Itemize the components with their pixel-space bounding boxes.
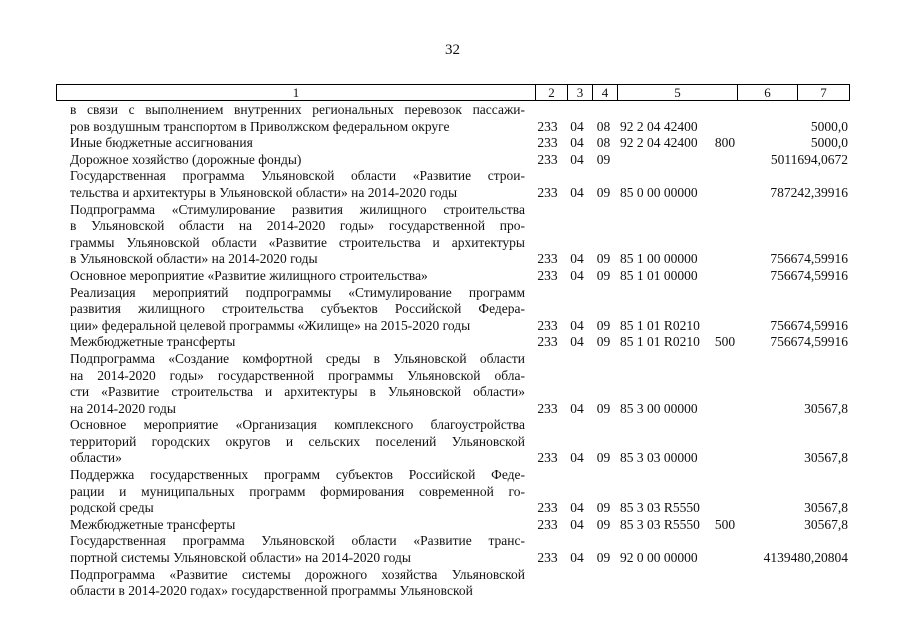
code-gr: 233 <box>537 334 558 350</box>
code-subsection: 08 <box>596 118 611 134</box>
description-line: Государственная программа Ульяновской области «Развитие транс- <box>70 533 525 549</box>
table-header <box>56 84 850 101</box>
code-target-article: 92 2 04 42400 <box>620 118 698 134</box>
code-gr: 233 <box>537 400 558 416</box>
description-line: граммы Ульяновской области «Развитие строительства и архитектуры <box>70 234 525 250</box>
row-codes <box>0 185 905 202</box>
code-target-article: 85 3 03 R5550 <box>620 500 700 516</box>
code-expense-type: 500 <box>714 334 736 350</box>
amount: 4139480,20804 <box>763 550 848 566</box>
code-target-article: 85 3 03 00000 <box>620 450 698 466</box>
table-row <box>0 152 905 169</box>
amount: 30567,8 <box>804 400 848 416</box>
header-col-2: 2 <box>535 85 567 100</box>
row-codes <box>0 152 905 169</box>
code-subsection: 09 <box>596 334 611 350</box>
code-target-article: 85 1 01 00000 <box>620 267 698 283</box>
header-col-5: 5 <box>617 85 737 100</box>
row-codes <box>0 268 905 285</box>
code-section: 04 <box>570 500 584 516</box>
code-section: 04 <box>570 334 584 350</box>
code-subsection: 09 <box>596 550 611 566</box>
code-section: 04 <box>570 550 584 566</box>
row-codes <box>0 583 905 600</box>
code-section: 04 <box>570 118 584 134</box>
code-subsection: 09 <box>596 251 611 267</box>
amount: 756674,59916 <box>770 267 848 283</box>
header-col-1: 1 <box>292 85 300 100</box>
description-line: сти «Развитие строительства и архитектуры в Ульяновской области» <box>70 384 525 400</box>
code-subsection: 09 <box>596 317 611 333</box>
row-codes <box>0 119 905 136</box>
description-line: Подпрограмма «Стимулирование развития жилищного строительства <box>70 201 525 217</box>
header-col-6: 6 <box>737 85 797 100</box>
code-gr: 233 <box>537 267 558 283</box>
description-line: территорий городских округов и сельских поселений Ульяновской <box>70 433 525 449</box>
description-line: на 2014-2020 годы <box>70 400 176 416</box>
description-line: Межбюджетные трансферты <box>70 516 236 532</box>
description-line: области» <box>70 450 122 466</box>
description-line: Основное мероприятие «Организация комплексного благоустройства <box>70 417 525 433</box>
code-section: 04 <box>570 317 584 333</box>
amount: 787242,39916 <box>770 184 848 200</box>
description-line: родской среды <box>70 500 154 516</box>
description-line: в связи с выполнением внутренних региональных перевозок пассажи- <box>70 102 525 117</box>
code-gr: 233 <box>537 550 558 566</box>
row-codes <box>0 550 905 567</box>
code-section: 04 <box>570 450 584 466</box>
description-line: Поддержка государственных программ субъектов Российской Феде- <box>70 467 525 483</box>
code-gr: 233 <box>537 184 558 200</box>
table-row <box>0 135 905 152</box>
code-target-article: 85 3 03 R5550 <box>620 516 700 532</box>
description-line: Основное мероприятие «Развитие жилищного строительства» <box>70 267 428 283</box>
table-row <box>0 351 905 417</box>
table-row <box>0 517 905 534</box>
code-section: 04 <box>570 267 584 283</box>
description-line: Подпрограмма «Создание комфортной среды в Ульяновской области <box>70 350 525 366</box>
row-codes <box>0 334 905 351</box>
row-codes <box>0 500 905 517</box>
row-codes <box>0 135 905 152</box>
page-number: 32 <box>445 42 460 58</box>
amount: 30567,8 <box>804 500 848 516</box>
table-body <box>0 102 905 600</box>
description-line: тельства и архитектуры в Ульяновской области» на 2014-2020 годы <box>70 184 458 200</box>
table-row <box>0 467 905 517</box>
code-subsection: 09 <box>596 184 611 200</box>
code-subsection: 09 <box>596 400 611 416</box>
code-section: 04 <box>570 516 584 532</box>
code-target-article: 92 2 04 42400 <box>620 135 698 151</box>
table-row <box>0 417 905 467</box>
description-line: Подпрограмма «Развитие системы дорожного хозяйства Ульяновской <box>70 566 525 582</box>
table-row <box>0 533 905 566</box>
amount: 5000,0 <box>810 118 848 134</box>
code-section: 04 <box>570 251 584 267</box>
code-gr: 233 <box>537 118 558 134</box>
description-line: Межбюджетные трансферты <box>70 334 236 350</box>
code-gr: 233 <box>537 450 558 466</box>
code-target-article: 85 3 00 00000 <box>620 400 698 416</box>
header-col-4: 4 <box>592 85 617 100</box>
table-row <box>0 102 905 135</box>
code-section: 04 <box>570 151 584 167</box>
description-line: в Ульяновской области» на 2014-2020 годы <box>70 251 318 267</box>
code-subsection: 09 <box>596 151 611 167</box>
code-target-article: 85 1 00 00000 <box>620 251 698 267</box>
description-line: ции» федеральной целевой программы «Жилище» на 2015-2020 годы <box>70 317 471 333</box>
description-line: в Ульяновской области на 2014-2020 годы» государственной про- <box>70 218 525 234</box>
code-target-article: 85 1 01 R0210 <box>620 317 700 333</box>
code-subsection: 08 <box>596 135 611 151</box>
description-line: Государственная программа Ульяновской области «Развитие строи- <box>70 168 525 184</box>
table-row <box>0 202 905 268</box>
description-line: портной системы Ульяновской области» на 2014-2020 годы <box>70 550 411 566</box>
code-gr: 233 <box>537 251 558 267</box>
code-target-article: 85 0 00 00000 <box>620 184 698 200</box>
code-target-article: 85 1 01 R0210 <box>620 334 700 350</box>
description-line: на 2014-2020 годы» государственной программы Ульяновской обла- <box>70 367 525 383</box>
code-gr: 233 <box>537 317 558 333</box>
code-subsection: 09 <box>596 450 611 466</box>
code-expense-type: 800 <box>714 135 736 151</box>
row-codes <box>0 517 905 534</box>
header-col-7: 7 <box>797 85 849 100</box>
amount: 30567,8 <box>804 516 848 532</box>
row-codes <box>0 401 905 418</box>
row-codes <box>0 450 905 467</box>
description-line: развития жилищного строительства субъектов Российской Федера- <box>70 301 525 317</box>
amount: 30567,8 <box>804 450 848 466</box>
code-subsection: 09 <box>596 516 611 532</box>
amount: 756674,59916 <box>770 317 848 333</box>
amount: 5011694,0672 <box>770 151 848 167</box>
code-gr: 233 <box>537 151 558 167</box>
amount: 756674,59916 <box>770 334 848 350</box>
code-gr: 233 <box>537 500 558 516</box>
description-line: ров воздушным транспортом в Приволжском федеральном округе <box>70 118 450 134</box>
amount: 5000,0 <box>810 135 848 151</box>
code-section: 04 <box>570 184 584 200</box>
code-section: 04 <box>570 135 584 151</box>
code-gr: 233 <box>537 135 558 151</box>
amount: 756674,59916 <box>770 251 848 267</box>
description-line: Реализация мероприятий подпрограммы «Стимулирование программ <box>70 284 525 300</box>
table-row <box>0 334 905 351</box>
table-row <box>0 168 905 201</box>
table-row <box>0 567 905 600</box>
description-line: рации и муниципальных программ формирования современной го- <box>70 483 525 499</box>
table-row <box>0 268 905 285</box>
code-gr: 233 <box>537 516 558 532</box>
header-col-3: 3 <box>567 85 592 100</box>
table-row <box>0 285 905 335</box>
description-line: Дорожное хозяйство (дорожные фонды) <box>70 151 302 167</box>
code-subsection: 09 <box>596 500 611 516</box>
code-subsection: 09 <box>596 267 611 283</box>
row-codes <box>0 251 905 268</box>
row-codes <box>0 318 905 335</box>
code-target-article: 92 0 00 00000 <box>620 550 698 566</box>
description-line: области в 2014-2020 годах» государственной программы Ульяновской <box>70 583 473 599</box>
code-section: 04 <box>570 400 584 416</box>
description-line: Иные бюджетные ассигнования <box>70 135 253 151</box>
code-expense-type: 500 <box>714 516 736 532</box>
